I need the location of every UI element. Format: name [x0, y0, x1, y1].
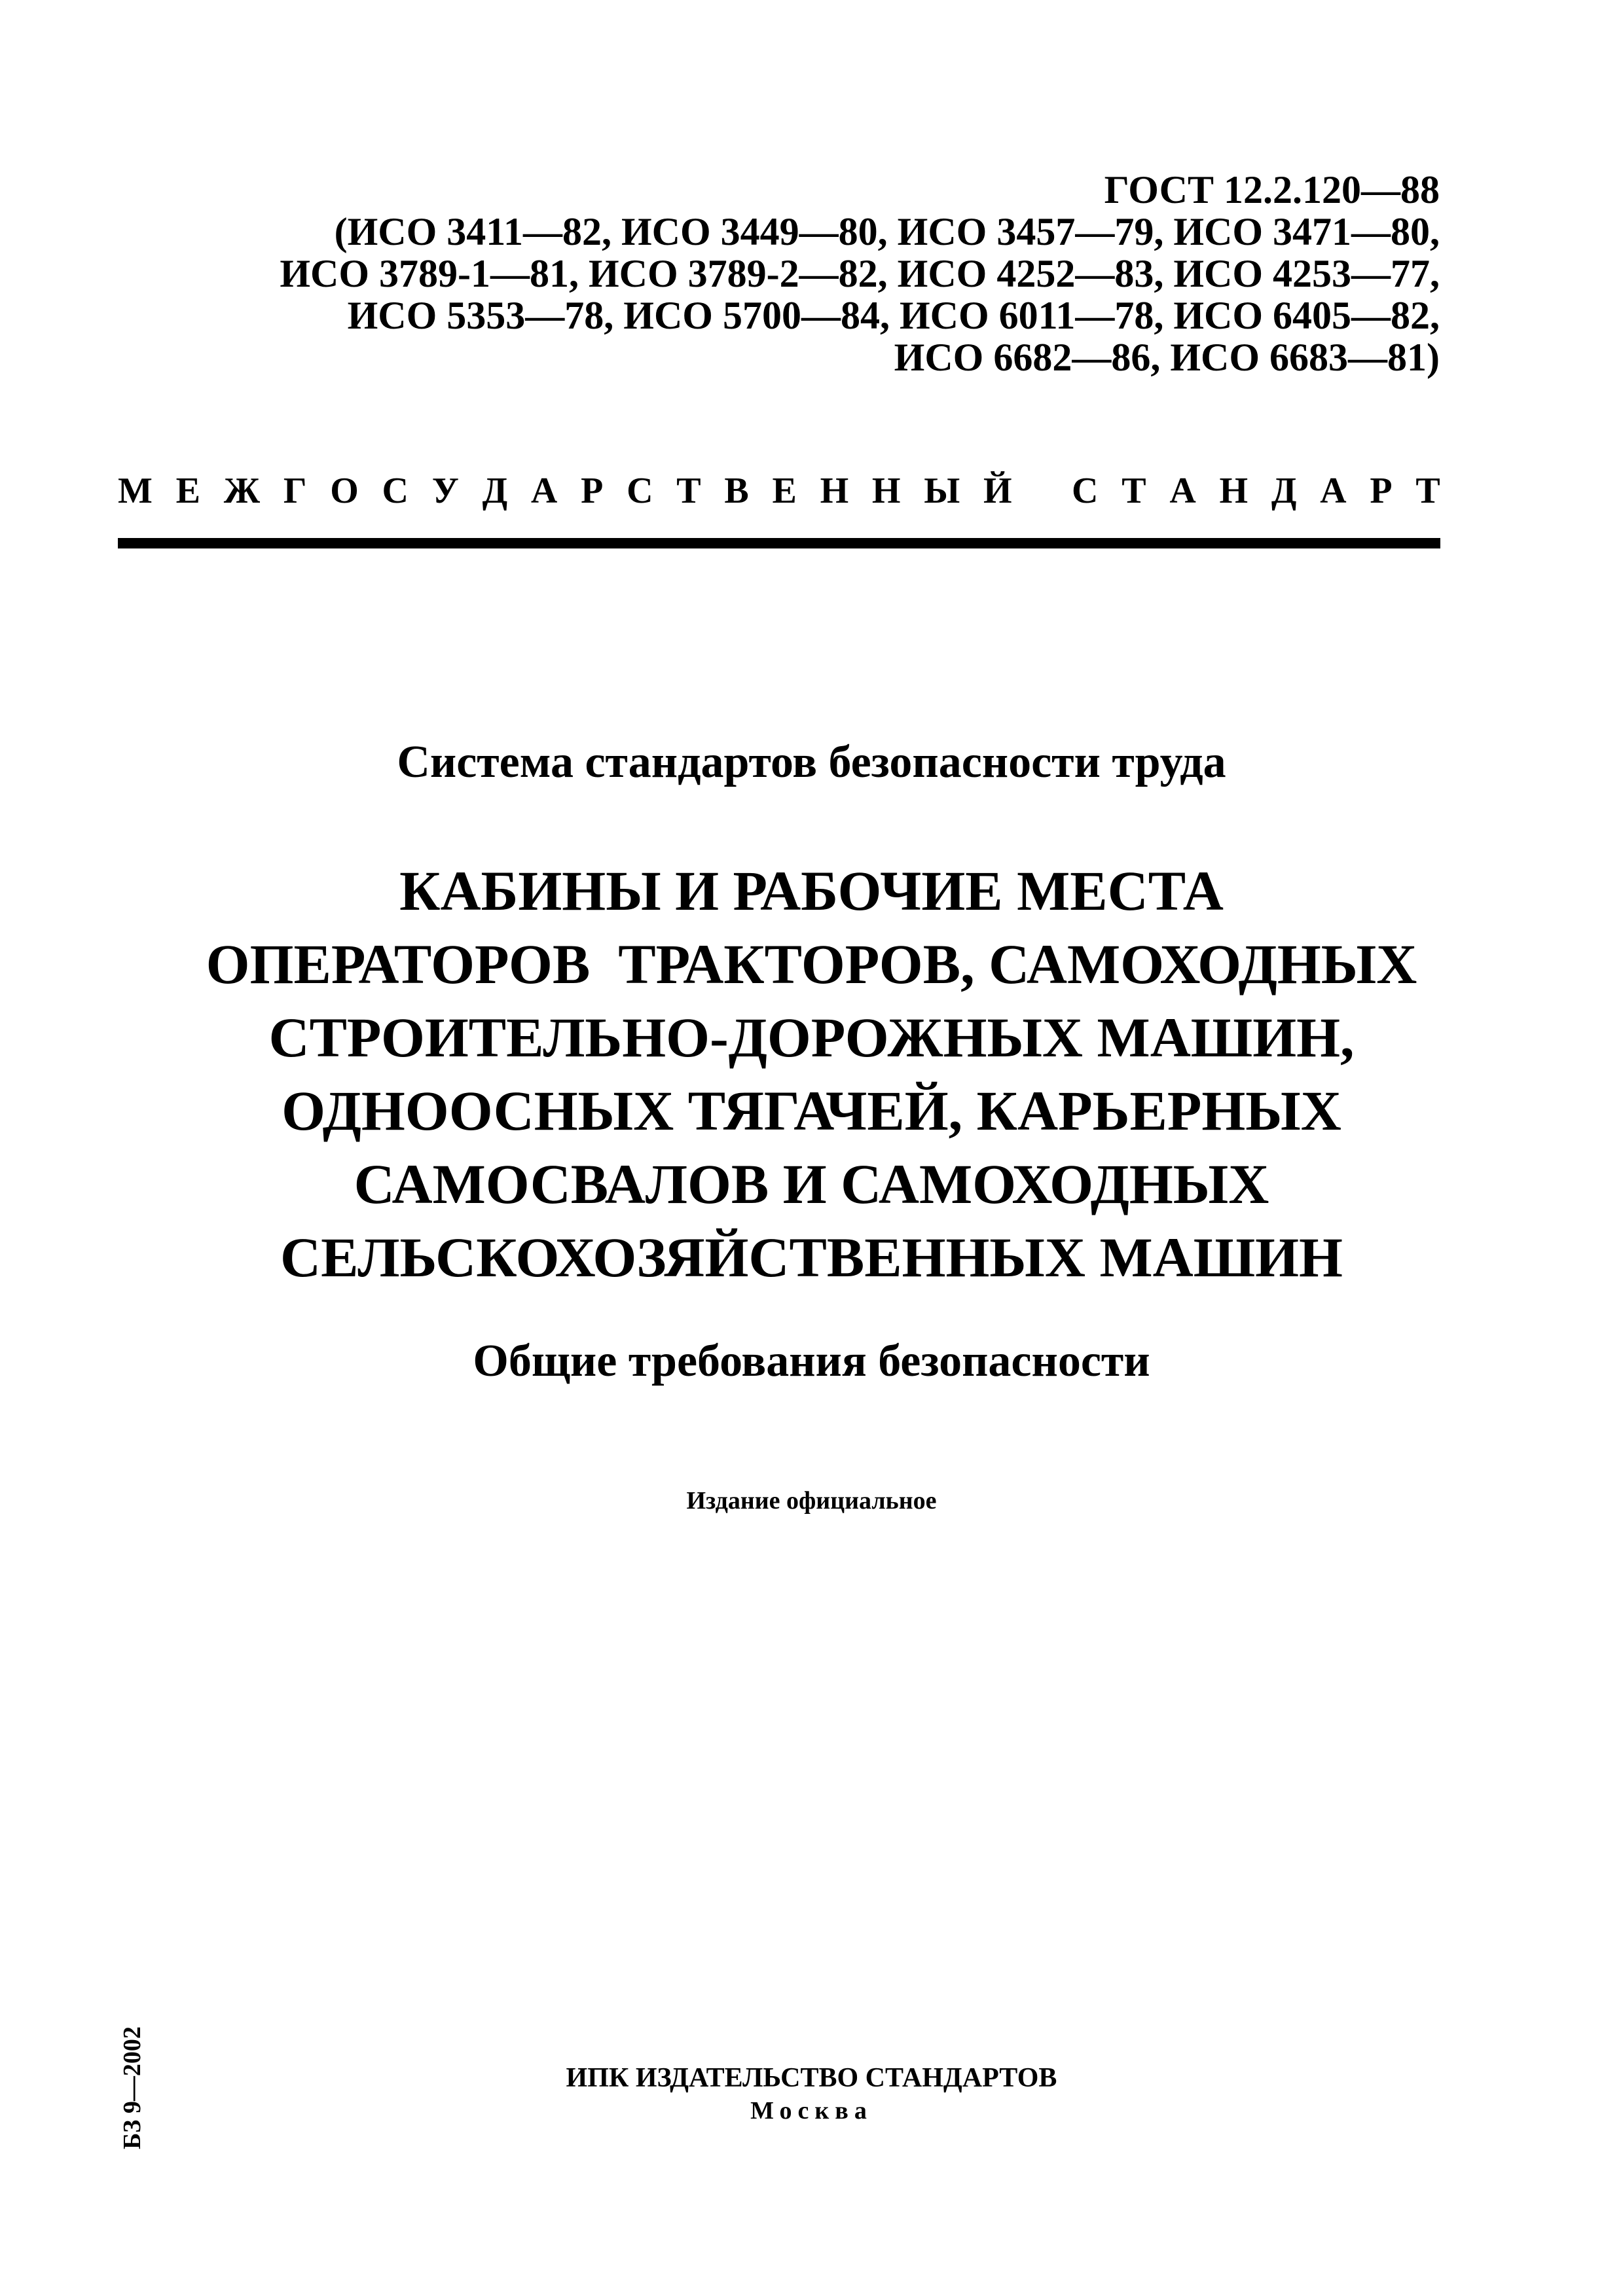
designation-line: ИСО 5353—78, ИСО 5700—84, ИСО 6011—78, ИСО 6405—82, [347, 294, 1440, 337]
banner-letter: Ы [924, 471, 960, 511]
banner-letter: С [627, 471, 653, 511]
banner-letter: Т [1415, 471, 1440, 511]
banner-letter: Г [283, 471, 307, 511]
publisher-name: ИПК ИЗДАТЕЛЬСТВО СТАНДАРТОВ [566, 2063, 1057, 2093]
main-title-line: КАБИНЫ И РАБОЧИЕ МЕСТА [399, 859, 1224, 922]
banner-letter: Т [1122, 471, 1146, 511]
interstate-standard-banner [118, 468, 1440, 514]
banner-letter: А [1169, 471, 1196, 511]
banner-letter: М [118, 471, 153, 511]
banner-letter: Е [175, 471, 200, 511]
banner-letter: Р [1370, 471, 1393, 511]
banner-word-gap [1035, 468, 1048, 514]
series-title: Система стандартов безопасности труда [397, 737, 1226, 787]
banner-letter: Ж [223, 471, 261, 511]
designation-line: ГОСТ 12.2.120—88 [1104, 168, 1440, 211]
banner-letter: В [724, 471, 749, 511]
banner-letter: Н [871, 471, 901, 511]
banner-letter: Н [820, 471, 849, 511]
main-title-line: СТРОИТЕЛЬНО-ДОРОЖНЫХ МАШИН, [268, 1006, 1355, 1069]
main-title-line: ОПЕРАТОРОВ ТРАКТОРОВ, САМОХОДНЫХ [206, 933, 1417, 996]
subtitle: Общие требования безопасности [473, 1336, 1150, 1386]
banner-letter: Е [772, 471, 797, 511]
banner-letter: Т [676, 471, 701, 511]
banner-letter: У [431, 471, 459, 511]
main-title [0, 854, 1623, 1294]
main-title-line: ОДНООСНЫХ ТЯГАЧЕЙ, КАРЬЕРНЫХ [282, 1079, 1341, 1142]
banner-letter: С [1072, 471, 1099, 511]
banner-letter: Й [983, 471, 1012, 511]
side-code-text: БЗ 9—2002 [119, 2026, 146, 2149]
publisher-city: Москва [750, 2097, 873, 2125]
designation-line: ИСО 6682—86, ИСО 6683—81) [894, 336, 1440, 379]
banner-letter: А [1320, 471, 1347, 511]
main-title-line: САМОСВАЛОВ И САМОХОДНЫХ [354, 1153, 1269, 1215]
main-title-line: СЕЛЬСКОХОЗЯЙСТВЕННЫХ МАШИН [280, 1226, 1343, 1289]
banner-letter: О [330, 471, 359, 511]
banner-letter: Д [1271, 471, 1297, 511]
edition-note: Издание официальное [686, 1487, 937, 1515]
banner-letter: Н [1219, 471, 1249, 511]
banner-letter: С [382, 471, 409, 511]
thick-divider [118, 538, 1440, 548]
banner-letter: Р [581, 471, 604, 511]
designation-line: ИСО 3789-1—81, ИСО 3789-2—82, ИСО 4252—83, ИСО 4253—77, [280, 252, 1440, 295]
banner-letter: Д [482, 471, 508, 511]
standard-designation [65, 169, 1440, 378]
banner-letter: А [530, 471, 558, 511]
designation-line: (ИСО 3411—82, ИСО 3449—80, ИСО 3457—79, ИСО 3471—80, [334, 210, 1440, 253]
